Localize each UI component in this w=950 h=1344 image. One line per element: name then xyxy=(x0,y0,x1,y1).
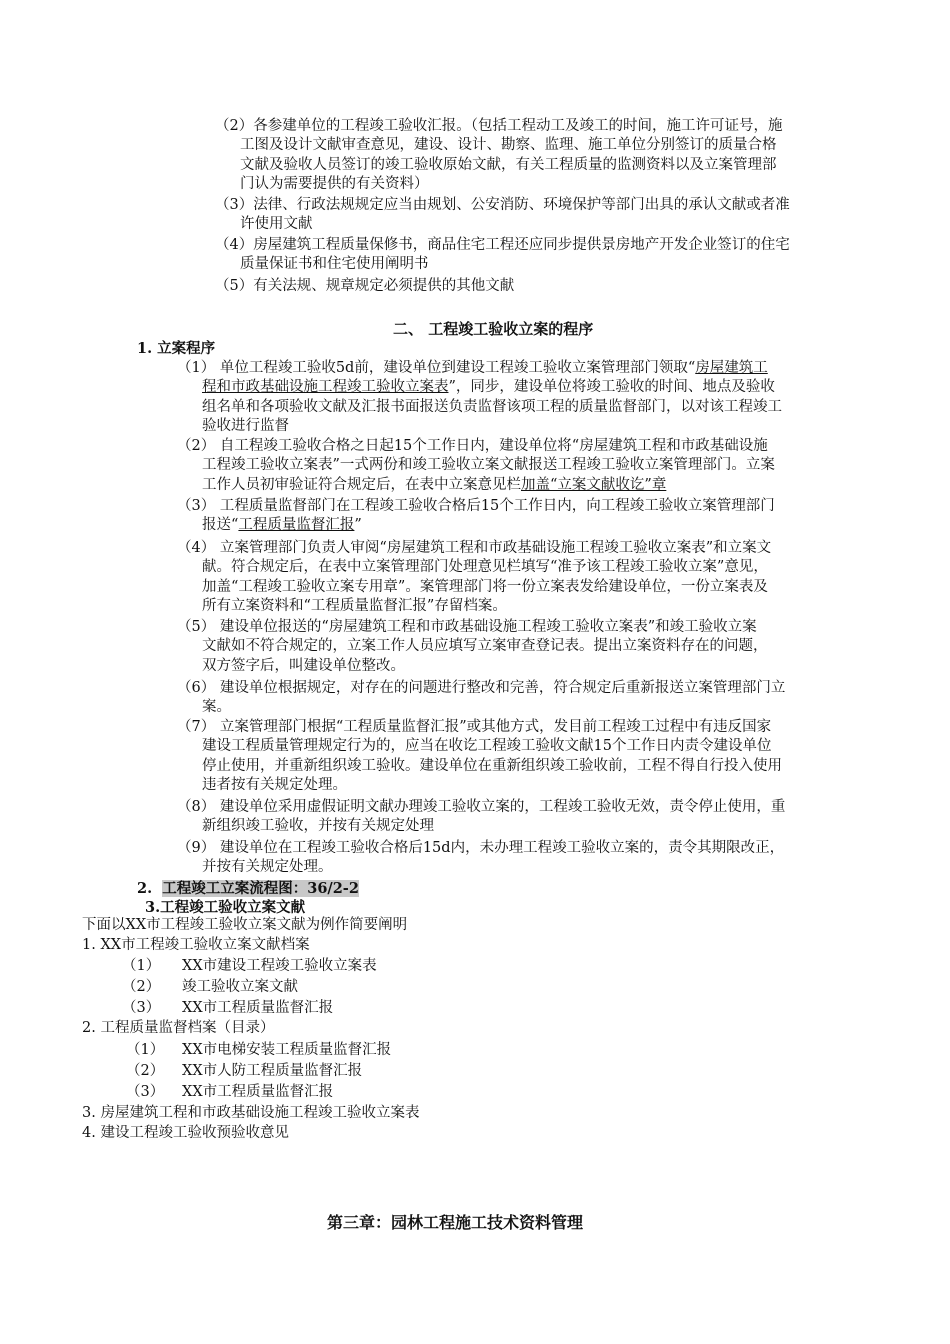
item-number: （3） xyxy=(126,1084,165,1100)
text-line: （6） 建设单位根据规定，对存在的问题进行整改和完善，符合规定后重新报送立案管理部门立 xyxy=(177,680,786,696)
stamp-note: 加盖“立案文献收讫”章 xyxy=(521,476,667,493)
procedure-step-7 xyxy=(177,718,782,796)
text-line: （8） 建设单位采用虚假证明文献办理竣工验收立案的，工程竣工验收无效，责令停止使用，重 xyxy=(177,799,786,815)
item-number: （3） xyxy=(122,1000,161,1016)
text-span: 报送“ xyxy=(202,517,239,534)
text-line: （2） 自工程竣工验收合格之日起15个工作日内，建设单位将“房屋建筑工程和市政基础设施 xyxy=(177,438,768,454)
documents-heading: 3.工程竣工验收立案文献 xyxy=(145,899,306,916)
text-line: 加盖“工程竣工验收立案专用章”。案管理部门将一份立案表发给建设单位，一份立案表及 xyxy=(202,578,768,595)
heading-text: 工程竣工立案流程图：36/2-2 xyxy=(162,880,359,897)
text-line: 建设工程质量管理规定行为的，应当在收讫工程竣工验收文献15个工作日内责令建设单位 xyxy=(202,738,772,755)
archive-list-1: 1. XX市工程竣工验收立案文献档案 xyxy=(82,937,310,953)
text-span: 工作人员初审验证符合规定后，在表中立案意见栏 xyxy=(202,476,521,493)
text-span: ”，同步，建设单位将竣工验收的时间、地点及验收 xyxy=(448,379,775,396)
intro-text: 下面以XX市工程竣工验收立案文献为例作简要阐明 xyxy=(82,917,408,933)
text-line xyxy=(177,476,775,495)
item-number: （2） xyxy=(122,979,161,995)
text-line: 文献如不符合规定的，立案工作人员应填写立案审查登记表。提出立案资料存在的问题， xyxy=(202,638,768,655)
item-text: XX市人防工程质量监督汇报 xyxy=(182,1063,363,1079)
text-line: （2）各参建单位的工程竣工验收汇报。（包括工程动工及竣工的时间，施工许可证号，施 xyxy=(215,118,783,134)
item-number: （1） xyxy=(122,958,161,974)
text-line: 新组织竣工验收，并按有关规定处理 xyxy=(202,818,434,835)
procedure-step-5 xyxy=(177,618,768,676)
item-number: （2） xyxy=(126,1063,165,1079)
procedure-step-9 xyxy=(177,839,784,878)
item-text: 竣工验收立案文献 xyxy=(182,979,298,995)
procedure-step-8 xyxy=(177,798,785,837)
item-number: （1） xyxy=(126,1042,165,1058)
text-line: 并按有关规定处理。 xyxy=(202,859,333,876)
doc-list-item-3 xyxy=(215,196,790,235)
procedure-step-3 xyxy=(177,497,775,536)
text-line: （5） 建设单位报送的“房屋建筑工程和市政基础设施工程竣工验收立案表”和竣工验收立案 xyxy=(177,619,757,635)
text-line: 所有立案资料和“工程质量监督汇报”存留档案。 xyxy=(202,598,507,615)
section-title: 二、 工程竣工验收立案的程序 xyxy=(393,320,594,338)
heading-number: 2. xyxy=(137,880,153,897)
text-span: （1） 单位工程竣工验收5d前，建设单位到建设工程竣工验收立案管理部门领取“ xyxy=(177,360,696,376)
archive-list-2: 2. 工程质量监督档案（目录） xyxy=(82,1020,275,1036)
item-text: XX市电梯安装工程质量监督汇报 xyxy=(182,1042,392,1058)
text-line: 许使用文献 xyxy=(240,216,313,233)
procedure-step-6 xyxy=(177,679,785,718)
archive-sub-item xyxy=(126,1083,333,1102)
form-name-link: 房屋建筑工 xyxy=(695,360,768,376)
report-name: 工程质量监督汇报 xyxy=(238,517,355,534)
text-line: （7） 立案管理部门根据“工程质量监督汇报”或其他方式，发目前工程竣工过程中有违反国家 xyxy=(177,719,772,735)
procedure-step-4 xyxy=(177,539,771,617)
text-line: （3）法律、行政法规规定应当由规划、公安消防、环境保护等部门出具的承认文献或者准 xyxy=(215,197,790,213)
item-text: XX市工程质量监督汇报 xyxy=(182,1084,334,1100)
item-text: XX市工程质量监督汇报 xyxy=(182,1000,334,1016)
text-line: 违者按有关规定处理。 xyxy=(202,777,347,794)
text-span: ” xyxy=(354,517,362,534)
text-line: 验收进行监督 xyxy=(202,418,289,435)
text-line: 献。符合规定后，在表中立案管理部门处理意见栏填写“准予该工程竣工验收立案”意见， xyxy=(202,559,768,576)
text-line: 双方签字后，叫建设单位整改。 xyxy=(202,657,405,674)
text-line xyxy=(177,516,775,535)
doc-list-item-5 xyxy=(215,277,514,296)
archive-sub-item xyxy=(122,999,333,1018)
text-line: 文献及验收人员签订的竣工验收原始文献，有关工程质量的监测资料以及立案管理部 xyxy=(240,156,777,173)
chapter-title: 第三章：园林工程施工技术资料管理 xyxy=(327,1213,584,1232)
text-line xyxy=(177,378,782,397)
procedure-step-1 xyxy=(177,359,782,437)
doc-list-item-4 xyxy=(215,236,790,275)
flowchart-heading xyxy=(137,879,359,898)
text-line: 组名单和各项验收文献及汇报书面报送负责监督该项工程的质量监督部门，以对该工程竣工 xyxy=(202,398,782,415)
text-line xyxy=(177,359,782,378)
text-line: （4）房屋建筑工程质量保修书，商品住宅工程还应同步提供景房地产开发企业签订的住宅 xyxy=(215,237,790,253)
text-line: 工图及设计文献审查意见，建设、设计、勘察、监理、施工单位分别签订的质量合格 xyxy=(240,137,777,154)
archive-sub-item xyxy=(122,957,377,976)
text-line: 停止使用，并重新组织竣工验收。建设单位在重新组织竣工验收前，工程不得自行投入使用 xyxy=(202,757,782,774)
archive-list-4: 4. 建设工程竣工验收预验收意见 xyxy=(82,1125,289,1141)
text-line: （5）有关法规、规章规定必须提供的其他文献 xyxy=(215,278,515,294)
form-name-link: 程和市政基础设施工程竣工验收立案表 xyxy=(202,379,449,396)
doc-list-item-2 xyxy=(215,117,782,195)
text-line: （3） 工程质量监督部门在工程竣工验收合格后15个工作日内，向工程竣工验收立案管理部门 xyxy=(177,498,775,514)
archive-sub-item xyxy=(126,1041,391,1060)
text-line: （9） 建设单位在工程竣工验收合格后15d内，未办理工程竣工验收立案的，责令其期限改正， xyxy=(177,840,785,856)
procedure-step-2 xyxy=(177,437,775,495)
procedure-heading: 1. 立案程序 xyxy=(137,340,216,357)
text-line: 门认为需要提供的有关资料） xyxy=(240,176,429,193)
archive-sub-item xyxy=(126,1062,362,1081)
text-line: （4） 立案管理部门负责人审阅“房屋建筑工程和市政基础设施工程竣工验收立案表”和立案文 xyxy=(177,540,772,556)
text-line: 案。 xyxy=(202,699,231,716)
text-line: 质量保证书和住宅使用阐明书 xyxy=(240,256,429,273)
archive-list-3: 3. 房屋建筑工程和市政基础设施工程竣工验收立案表 xyxy=(82,1105,420,1121)
text-line: 工程竣工验收立案表”一式两份和竣工验收立案文献报送工程竣工验收立案管理部门。立案 xyxy=(202,457,775,474)
archive-sub-item xyxy=(122,978,298,997)
item-text: XX市建设工程竣工验收立案表 xyxy=(182,958,377,974)
